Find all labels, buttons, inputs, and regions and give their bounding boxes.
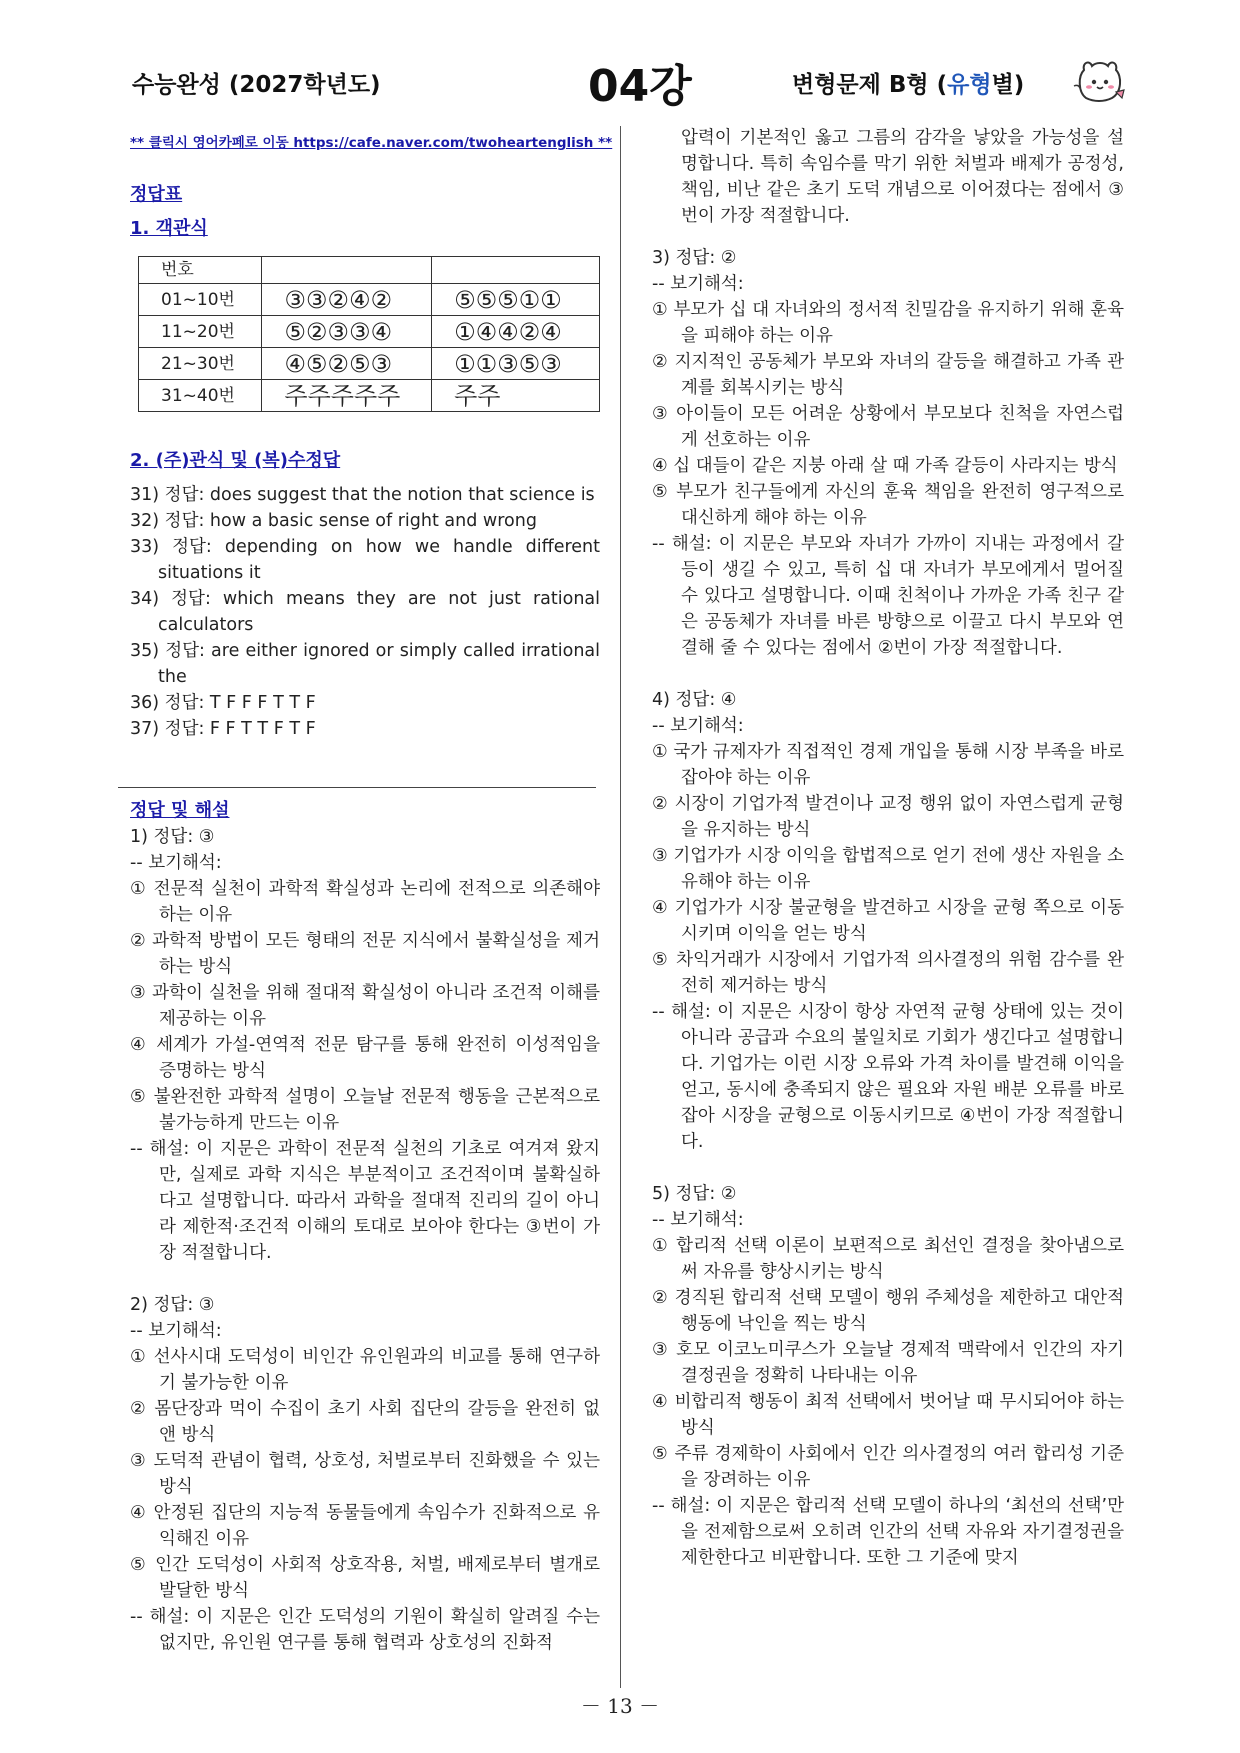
set-title-accent: 유형 [947, 72, 992, 98]
subjective-heading: 2. (주)관식 및 (복)수정답 [130, 450, 341, 471]
set-title-suffix: 별) [991, 72, 1025, 98]
q5-choice-1: ① 합리적 선택 이론이 보편적으로 최선인 결정을 찾아냄으로써 자유를 향상시키는 방식 [652, 1236, 1124, 1282]
table-row [139, 316, 600, 348]
q4-choice-5: ⑤ 차익거래가 시장에서 기업가적 의사결정의 위험 감수를 완전히 제거하는 방식 [652, 950, 1124, 996]
subjective-answer-37: 37) 정답: F F T T F T F [130, 719, 316, 739]
subjective-answer-34: 34) 정답: which means they are not just rational calculators [130, 589, 600, 635]
q3-explanation: -- 해설: 이 지문은 부모와 자녀가 가까이 지내는 과정에서 갈등이 생길 수 있고, 특히 십 대 자녀가 부모에게서 멀어질 수 있다고 설명합니다. 이때 친척이나 가까운 가족 친구 같은 공동체가 자녀를 바른 방향으로 이끌고 다시 부모와 연결해 줄 수 있다는 점에서 ②번이 가장 적절합니다. [652, 534, 1124, 658]
q4-answer: 4) 정답: ④ [652, 690, 737, 710]
q1-choice-1: ① 전문적 실천이 과학적 확실성과 논리에 전적으로 의존해야 하는 이유 [130, 879, 600, 925]
q5-choice-3: ③ 호모 이코노미쿠스가 오늘날 경제적 맥락에서 인간의 자기결정권을 정확히 나타내는 이유 [652, 1340, 1124, 1386]
q5-label: -- 보기해석: [652, 1210, 744, 1230]
q5-explanation: -- 해설: 이 지문은 합리적 선택 모델이 하나의 ‘최선의 선택’만을 전제함으로써 오히려 인간의 선택 자유와 자기결정권을 제한한다고 비판합니다. 또한 그 기준에 맞지 [652, 1496, 1124, 1568]
q4-choice-3: ③ 기업가가 시장 이익을 합법적으로 얻기 전에 생산 자원을 소유해야 하는 이유 [652, 846, 1124, 892]
set-title-prefix: 변형문제 B형 ( [792, 72, 948, 98]
q3-choice-3: ③ 아이들이 모든 어려운 상황에서 부모보다 친척을 자연스럽게 선호하는 이유 [652, 404, 1124, 450]
answers-first-half: 주주주주주 [262, 380, 432, 412]
q2-answer: 2) 정답: ③ [130, 1295, 215, 1315]
header-cell: 번호 [139, 257, 262, 284]
row-range: 11~20번 [139, 316, 262, 348]
q1-label: -- 보기해석: [130, 853, 222, 873]
q3-choice-1: ① 부모가 십 대 자녀와의 정서적 친밀감을 유지하기 위해 훈육을 피해야 하는 이유 [652, 300, 1124, 346]
q1-choice-5: ⑤ 불완전한 과학적 설명이 오늘날 전문적 행동을 근본적으로 불가능하게 만드는 이유 [130, 1087, 600, 1133]
q3-choice-4: ④ 십 대들이 같은 지붕 아래 살 때 가족 갈등이 사라지는 방식 [652, 456, 1118, 476]
row-range: 01~10번 [139, 284, 262, 316]
explanations-heading: 정답 및 해설 [130, 800, 230, 821]
q1-answer: 1) 정답: ③ [130, 827, 215, 847]
subjective-answer-35: 35) 정답: are either ignored or simply called irrational the [130, 641, 600, 687]
answers-second-half: ⑤⑤⑤①① [432, 284, 600, 316]
row-range: 21~30번 [139, 348, 262, 380]
q2-choice-1: ① 선사시대 도덕성이 비인간 유인원과의 비교를 통해 연구하기 불가능한 이유 [130, 1347, 600, 1393]
q2-choice-3: ③ 도덕적 관념이 협력, 상호성, 처벌로부터 진화했을 수 있는 방식 [130, 1451, 600, 1497]
objective-heading: 1. 객관식 [130, 218, 208, 239]
answers-first-half: ④⑤②⑤③ [262, 348, 432, 380]
subjective-answer-36: 36) 정답: T F F F T T F [130, 693, 316, 713]
q3-answer: 3) 정답: ② [652, 248, 737, 268]
row-range: 31~40번 [139, 380, 262, 412]
left-column [130, 130, 613, 1656]
q5-choice-5: ⑤ 주류 경제학이 사회에서 인간 의사결정의 여러 합리성 기준을 장려하는 이유 [652, 1444, 1124, 1490]
table-header-row [139, 257, 600, 284]
q3-choice-2: ② 지지적인 공동체가 부모와 자녀의 갈등을 해결하고 가족 관계를 회복시키는 방식 [652, 352, 1124, 398]
q3-choice-5: ⑤ 부모가 친구들에게 자신의 훈육 책임을 완전히 영구적으로 대신하게 해야 하는 이유 [652, 482, 1124, 528]
cafe-link[interactable]: ** 클릭시 영어카페로 이동 https://cafe.naver.com/twoheartenglish ** [130, 135, 613, 151]
q5-choice-4: ④ 비합리적 행동이 최적 선택에서 벗어날 때 무시되어야 하는 방식 [652, 1392, 1124, 1438]
subjective-answer-31: 31) 정답: does suggest that the notion that science is [130, 485, 595, 505]
mascot-icon [1072, 56, 1128, 106]
q5-choice-2: ② 경직된 합리적 선택 모델이 행위 주체성을 제한하고 대안적 행동에 낙인을 찍는 방식 [652, 1288, 1124, 1334]
q1-choice-2: ② 과학적 방법이 모든 형태의 전문 지식에서 불확실성을 제거하는 방식 [130, 931, 600, 977]
answers-second-half: 주주 [432, 380, 600, 412]
q1-choice-4: ④ 세계가 가설-연역적 전문 탐구를 통해 완전히 이성적임을 증명하는 방식 [130, 1035, 600, 1081]
table-row [139, 284, 600, 316]
answers-second-half: ①④④②④ [432, 316, 600, 348]
answer-table-heading: 정답표 [130, 184, 183, 205]
q2-explanation-part2: 압력이 기본적인 옳고 그름의 감각을 낳았을 가능성을 설명합니다. 특히 속임수를 막기 위한 처벌과 배제가 공정성, 책임, 비난 같은 초기 도덕 개념으로 이어졌다는 점에서 ③번이 가장 적절합니다. [681, 128, 1124, 226]
header-cell-empty [262, 257, 432, 284]
q2-explanation-part1: -- 해설: 이 지문은 인간 도덕성의 기원이 확실히 알려질 수는 없지만, 유인원 연구를 통해 협력과 상호성의 진화적 [130, 1607, 600, 1653]
page-number: － 13 － [580, 1694, 660, 1718]
column-divider [620, 126, 621, 1688]
subjective-answer-32: 32) 정답: how a basic sense of right and wrong [130, 511, 537, 531]
table-row [139, 348, 600, 380]
q4-choice-4: ④ 기업가가 시장 불균형을 발견하고 시장을 균형 쪽으로 이동시키며 이익을 얻는 방식 [652, 898, 1124, 944]
book-title: 수능완성 (2027학년도) [132, 72, 381, 98]
header-cell-empty [432, 257, 600, 284]
q1-explanation: -- 해설: 이 지문은 과학이 전문적 실천의 기초로 여겨져 왔지만, 실제로 과학 지식은 부분적이고 조건적이며 불확실하다고 설명합니다. 따라서 과학을 절대적 진리의 길이 아니라 제한적·조건적 이해의 토대로 보아야 한다는 ③번이 가장 적절합니다. [130, 1139, 600, 1263]
q2-choice-4: ④ 안정된 집단의 지능적 동물들에게 속임수가 진화적으로 유익해진 이유 [130, 1503, 600, 1549]
answers-second-half: ①①③⑤③ [432, 348, 600, 380]
q2-label: -- 보기해석: [130, 1321, 222, 1341]
q1-choice-3: ③ 과학이 실천을 위해 절대적 확실성이 아니라 조건적 이해를 제공하는 이유 [130, 983, 600, 1029]
q4-explanation: -- 해설: 이 지문은 시장이 항상 자연적 균형 상태에 있는 것이 아니라 공급과 수요의 불일치로 기회가 생긴다고 설명합니다. 기업가는 이런 시장 오류와 가격 차이를 발견해 이익을 얻고, 동시에 충족되지 않은 필요와 자원 배분 오류를 바로잡아 시장을 균형으로 이동시키므로 ④번이 가장 적절합니다. [652, 1002, 1124, 1152]
subjective-answer-33: 33) 정답: depending on how we handle different situations it [130, 537, 600, 583]
answers-first-half: ③③②④② [262, 284, 432, 316]
set-title [792, 66, 1024, 99]
q3-label: -- 보기해석: [652, 274, 744, 294]
q2-choice-2: ② 몸단장과 먹이 수집이 초기 사회 집단의 갈등을 완전히 없앤 방식 [130, 1399, 600, 1445]
q4-label: -- 보기해석: [652, 716, 744, 736]
q2-choice-5: ⑤ 인간 도덕성이 사회적 상호작용, 처벌, 배제로부터 별개로 발달한 방식 [130, 1555, 600, 1601]
q4-choice-2: ② 시장이 기업가적 발견이나 교정 행위 없이 자연스럽게 균형을 유지하는 방식 [652, 794, 1124, 840]
right-column [652, 125, 1124, 1571]
answer-table [138, 256, 600, 412]
lesson-number: 04강 [588, 61, 692, 112]
table-row [139, 380, 600, 412]
q5-answer: 5) 정답: ② [652, 1184, 737, 1204]
q4-choice-1: ① 국가 규제자가 직접적인 경제 개입을 통해 시장 부족을 바로잡아야 하는 이유 [652, 742, 1124, 788]
answers-first-half: ⑤②③③④ [262, 316, 432, 348]
